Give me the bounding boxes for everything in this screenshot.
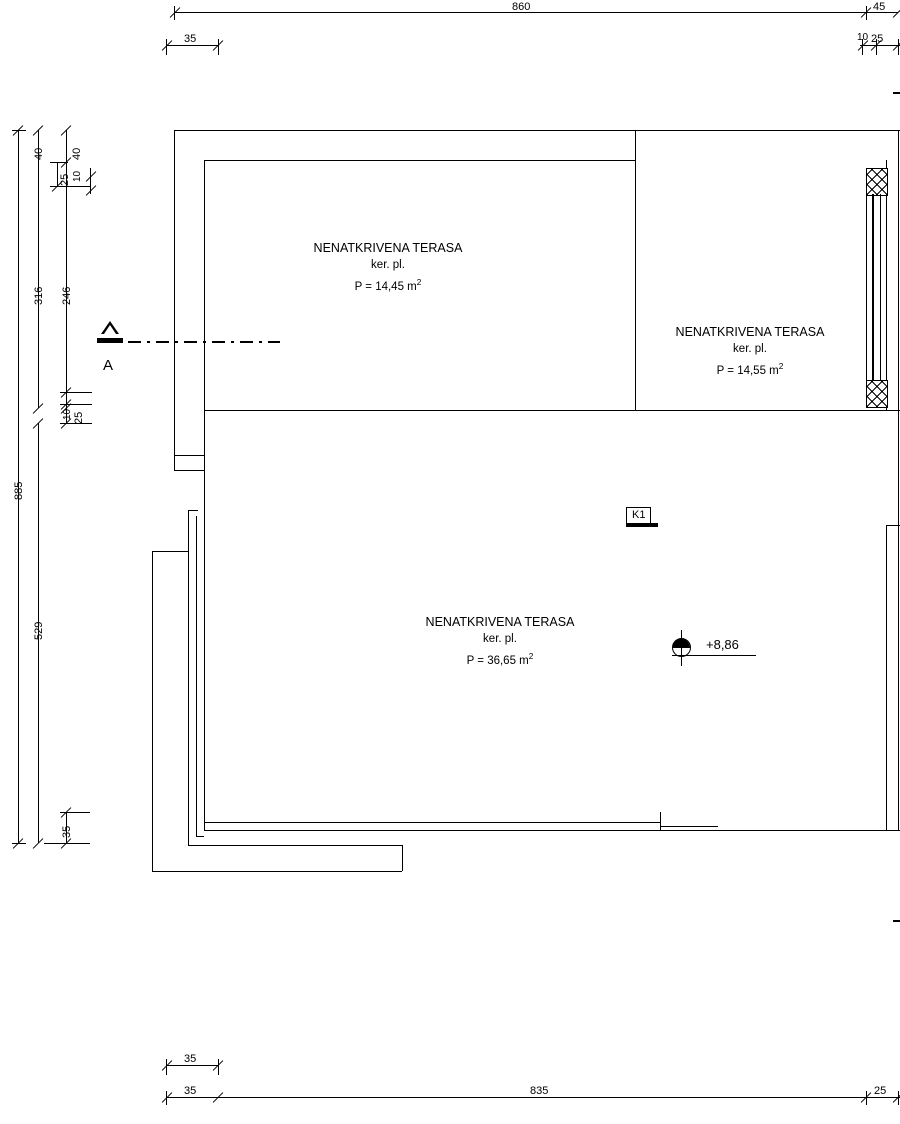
stair-outline-inner-bottom [188, 845, 402, 846]
terrace-main-bottom-edge [204, 830, 900, 831]
element-tag-bar [626, 523, 658, 527]
dim-extension [50, 186, 90, 187]
dim-extension [866, 6, 867, 20]
wall-left-notch-h [174, 470, 204, 471]
dim-left-10a: 10 [72, 170, 83, 182]
dim-line-bottom-35a [166, 1065, 218, 1066]
wall-outer-top [174, 130, 900, 131]
room-finish: ker. pl. [371, 259, 405, 271]
room-finish: ker. pl. [733, 343, 767, 355]
edge-mark-bottom [893, 920, 900, 922]
dim-bottom-35a: 35 [184, 1053, 197, 1065]
dim-left-885: 885 [13, 481, 25, 500]
terrace-main-left-edge [204, 410, 205, 830]
dim-extension [50, 162, 68, 163]
dim-line-bottom-835 [218, 1097, 866, 1098]
glazing-line-2 [880, 194, 881, 380]
dim-top-35: 35 [184, 33, 197, 45]
dim-extension [12, 130, 26, 131]
dim-bottom-25: 25 [874, 1085, 887, 1097]
wall-divider-top [635, 130, 636, 160]
terrace-tl-top-edge [204, 160, 635, 161]
dim-line-left-246 [66, 162, 67, 408]
dim-left-10b: 10 [62, 408, 73, 420]
dim-line-bottom-35b [166, 1097, 218, 1098]
dim-line-bottom-25 [866, 1097, 900, 1098]
stair-outline-left [152, 551, 153, 871]
room-area: P = 36,65 $m^2$ [466, 652, 534, 667]
dim-top-860: 860 [512, 1, 531, 13]
wall-outer-right [898, 130, 899, 830]
dim-line-top-10-25 [860, 45, 900, 46]
stair-run-cap [188, 510, 198, 511]
dim-left-40b: 40 [71, 147, 83, 160]
dim-extension [218, 39, 219, 55]
dim-extension [898, 1091, 899, 1105]
dim-line-left-25a [57, 162, 58, 186]
wall-outer-left-upper [174, 130, 175, 470]
parapet-bottom-stub [660, 826, 718, 827]
stair-outline-right [402, 845, 403, 871]
room-name: NENATKRIVENA TERASA [425, 615, 575, 629]
room-area: P = 14,45 $m^2$ [354, 278, 422, 293]
dim-left-35: 35 [61, 825, 73, 838]
level-symbol-axis [681, 630, 682, 666]
parapet-bottom-joint [660, 812, 661, 830]
dim-left-246: 246 [61, 286, 73, 305]
dim-extension [60, 392, 92, 393]
room-finish: ker. pl. [483, 633, 517, 645]
terrace-tl-left-edge [204, 160, 205, 410]
dim-extension [12, 843, 26, 844]
dim-left-25b: 25 [73, 411, 85, 424]
dim-left-316: 316 [33, 286, 45, 305]
dim-extension [218, 1059, 219, 1075]
dim-bottom-35b: 35 [184, 1085, 197, 1097]
terrace-main-top-edge [204, 410, 900, 411]
dim-extension [90, 168, 91, 194]
room-label-terrace-top-left [268, 240, 508, 296]
dim-top-45: 45 [873, 1, 886, 13]
stair-run-line-1 [188, 510, 189, 845]
dim-top-25: 25 [871, 33, 884, 45]
dim-left-25a: 25 [59, 173, 71, 186]
room-area: P = 14,55 $m^2$ [716, 362, 784, 377]
dim-extension [166, 1091, 167, 1105]
railing-hatch-top [866, 168, 888, 196]
section-letter-a: A [103, 357, 114, 374]
glazing-line-1 [872, 194, 874, 380]
wall-right-step [886, 525, 900, 526]
level-leader-line [672, 655, 756, 656]
level-value: +8,86 [706, 637, 739, 652]
stair-outline-top [152, 551, 188, 552]
room-label-terrace-main [380, 614, 620, 670]
dim-line-left-316 [38, 130, 39, 408]
dim-extension [166, 1059, 167, 1075]
dim-extension [866, 1091, 867, 1105]
room-name: NENATKRIVENA TERASA [313, 241, 463, 255]
railing-hatch-bottom [866, 380, 888, 408]
room-name: NENATKRIVENA TERASA [675, 325, 825, 339]
dim-extension [174, 6, 175, 20]
dim-tick [86, 171, 97, 182]
section-marker-bar [97, 338, 123, 343]
element-tag-k1: K1 [626, 507, 651, 524]
wall-left-notch-v [174, 455, 175, 470]
section-marker-triangle-inner [104, 325, 116, 334]
dim-extension [60, 404, 92, 405]
dim-line-top-35 [166, 45, 218, 46]
dim-left-40a: 40 [33, 147, 45, 160]
room-label-terrace-top-right [630, 324, 870, 380]
wall-left-notch-h2 [174, 455, 204, 456]
section-axis-line [128, 341, 280, 343]
dim-line-left-40b [66, 130, 67, 162]
dim-left-529: 529 [33, 621, 45, 640]
wall-inner-right [886, 160, 887, 410]
wall-inner-right-lower [886, 525, 887, 830]
dim-extension [60, 812, 90, 813]
stair-run-line-2 [196, 516, 197, 836]
dim-extension [44, 843, 90, 844]
dim-extension [898, 39, 899, 55]
dim-extension [166, 39, 167, 55]
dim-top-10: 10 [857, 32, 869, 43]
stair-outline-bottom [152, 871, 402, 872]
dim-bottom-835: 835 [530, 1085, 549, 1097]
parapet-bottom-inner [204, 822, 660, 823]
edge-mark-top [893, 92, 900, 94]
stair-run-cap2 [196, 836, 204, 837]
